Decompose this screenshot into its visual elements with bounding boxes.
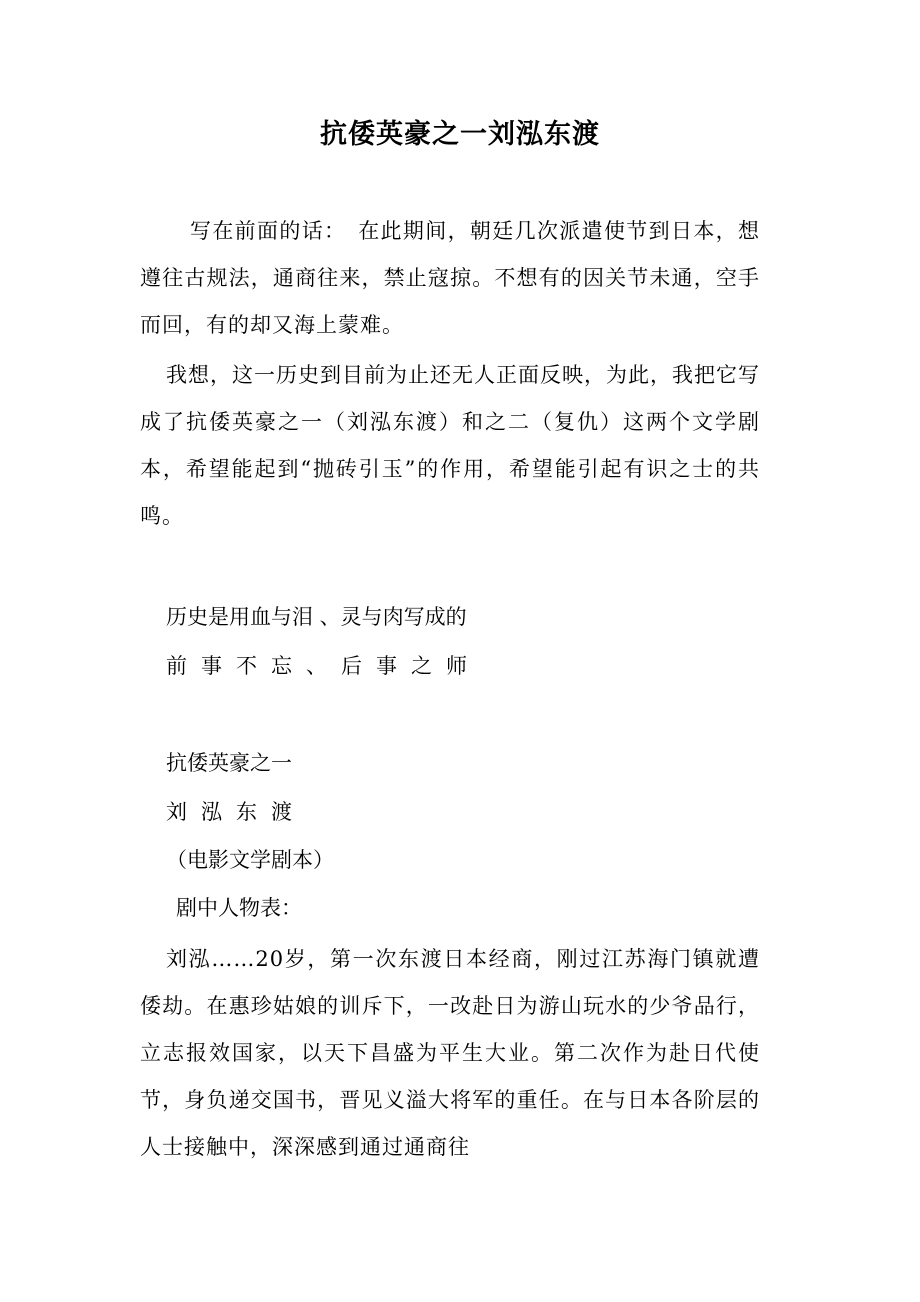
preface-paragraph: 写在前面的话： 在此期间，朝廷几次派遣使节到日本，想遵往古规法，通商往来，禁止寇掠。不想有的因关节未通，空手而回，有的却又海上蒙难。 <box>140 219 760 337</box>
work-genre: （电影文学剧本） <box>166 848 334 872</box>
character-description-liuhong: 刘泓……20岁，第一次东渡日本经商，刚过江苏海门镇就遭倭劫。在惠珍姑娘的训斥下，一改赴日为游山玩水的少爷品行，立志报效国家，以天下昌盛为平生大业。第二次作为赴日代使节，身负递交国书，晋见义溢大将军的重任。在与日本各阶层的人士接触中，深深感到通过通商往 <box>140 947 760 1159</box>
work-series: 抗倭英豪之一 <box>166 751 292 775</box>
motto-line-2: 前事不忘、后事之师 <box>166 654 481 678</box>
document-title: 抗倭英豪之一刘泓东渡 <box>320 119 600 150</box>
author-note-paragraph: 我想，这一历史到目前为止还无人正面反映，为此，我把它写成了抗倭英豪之一（刘泓东渡）和之二（复仇）这两个文学剧本，希望能起到“抛砖引玉”的作用，希望能引起有识之士的共鸣。 <box>140 363 760 528</box>
cast-heading: 剧中人物表： <box>176 896 302 920</box>
work-title: 刘泓东渡 <box>166 800 306 824</box>
motto-line-1: 历史是用血与泪 、灵与肉写成的 <box>166 605 467 629</box>
